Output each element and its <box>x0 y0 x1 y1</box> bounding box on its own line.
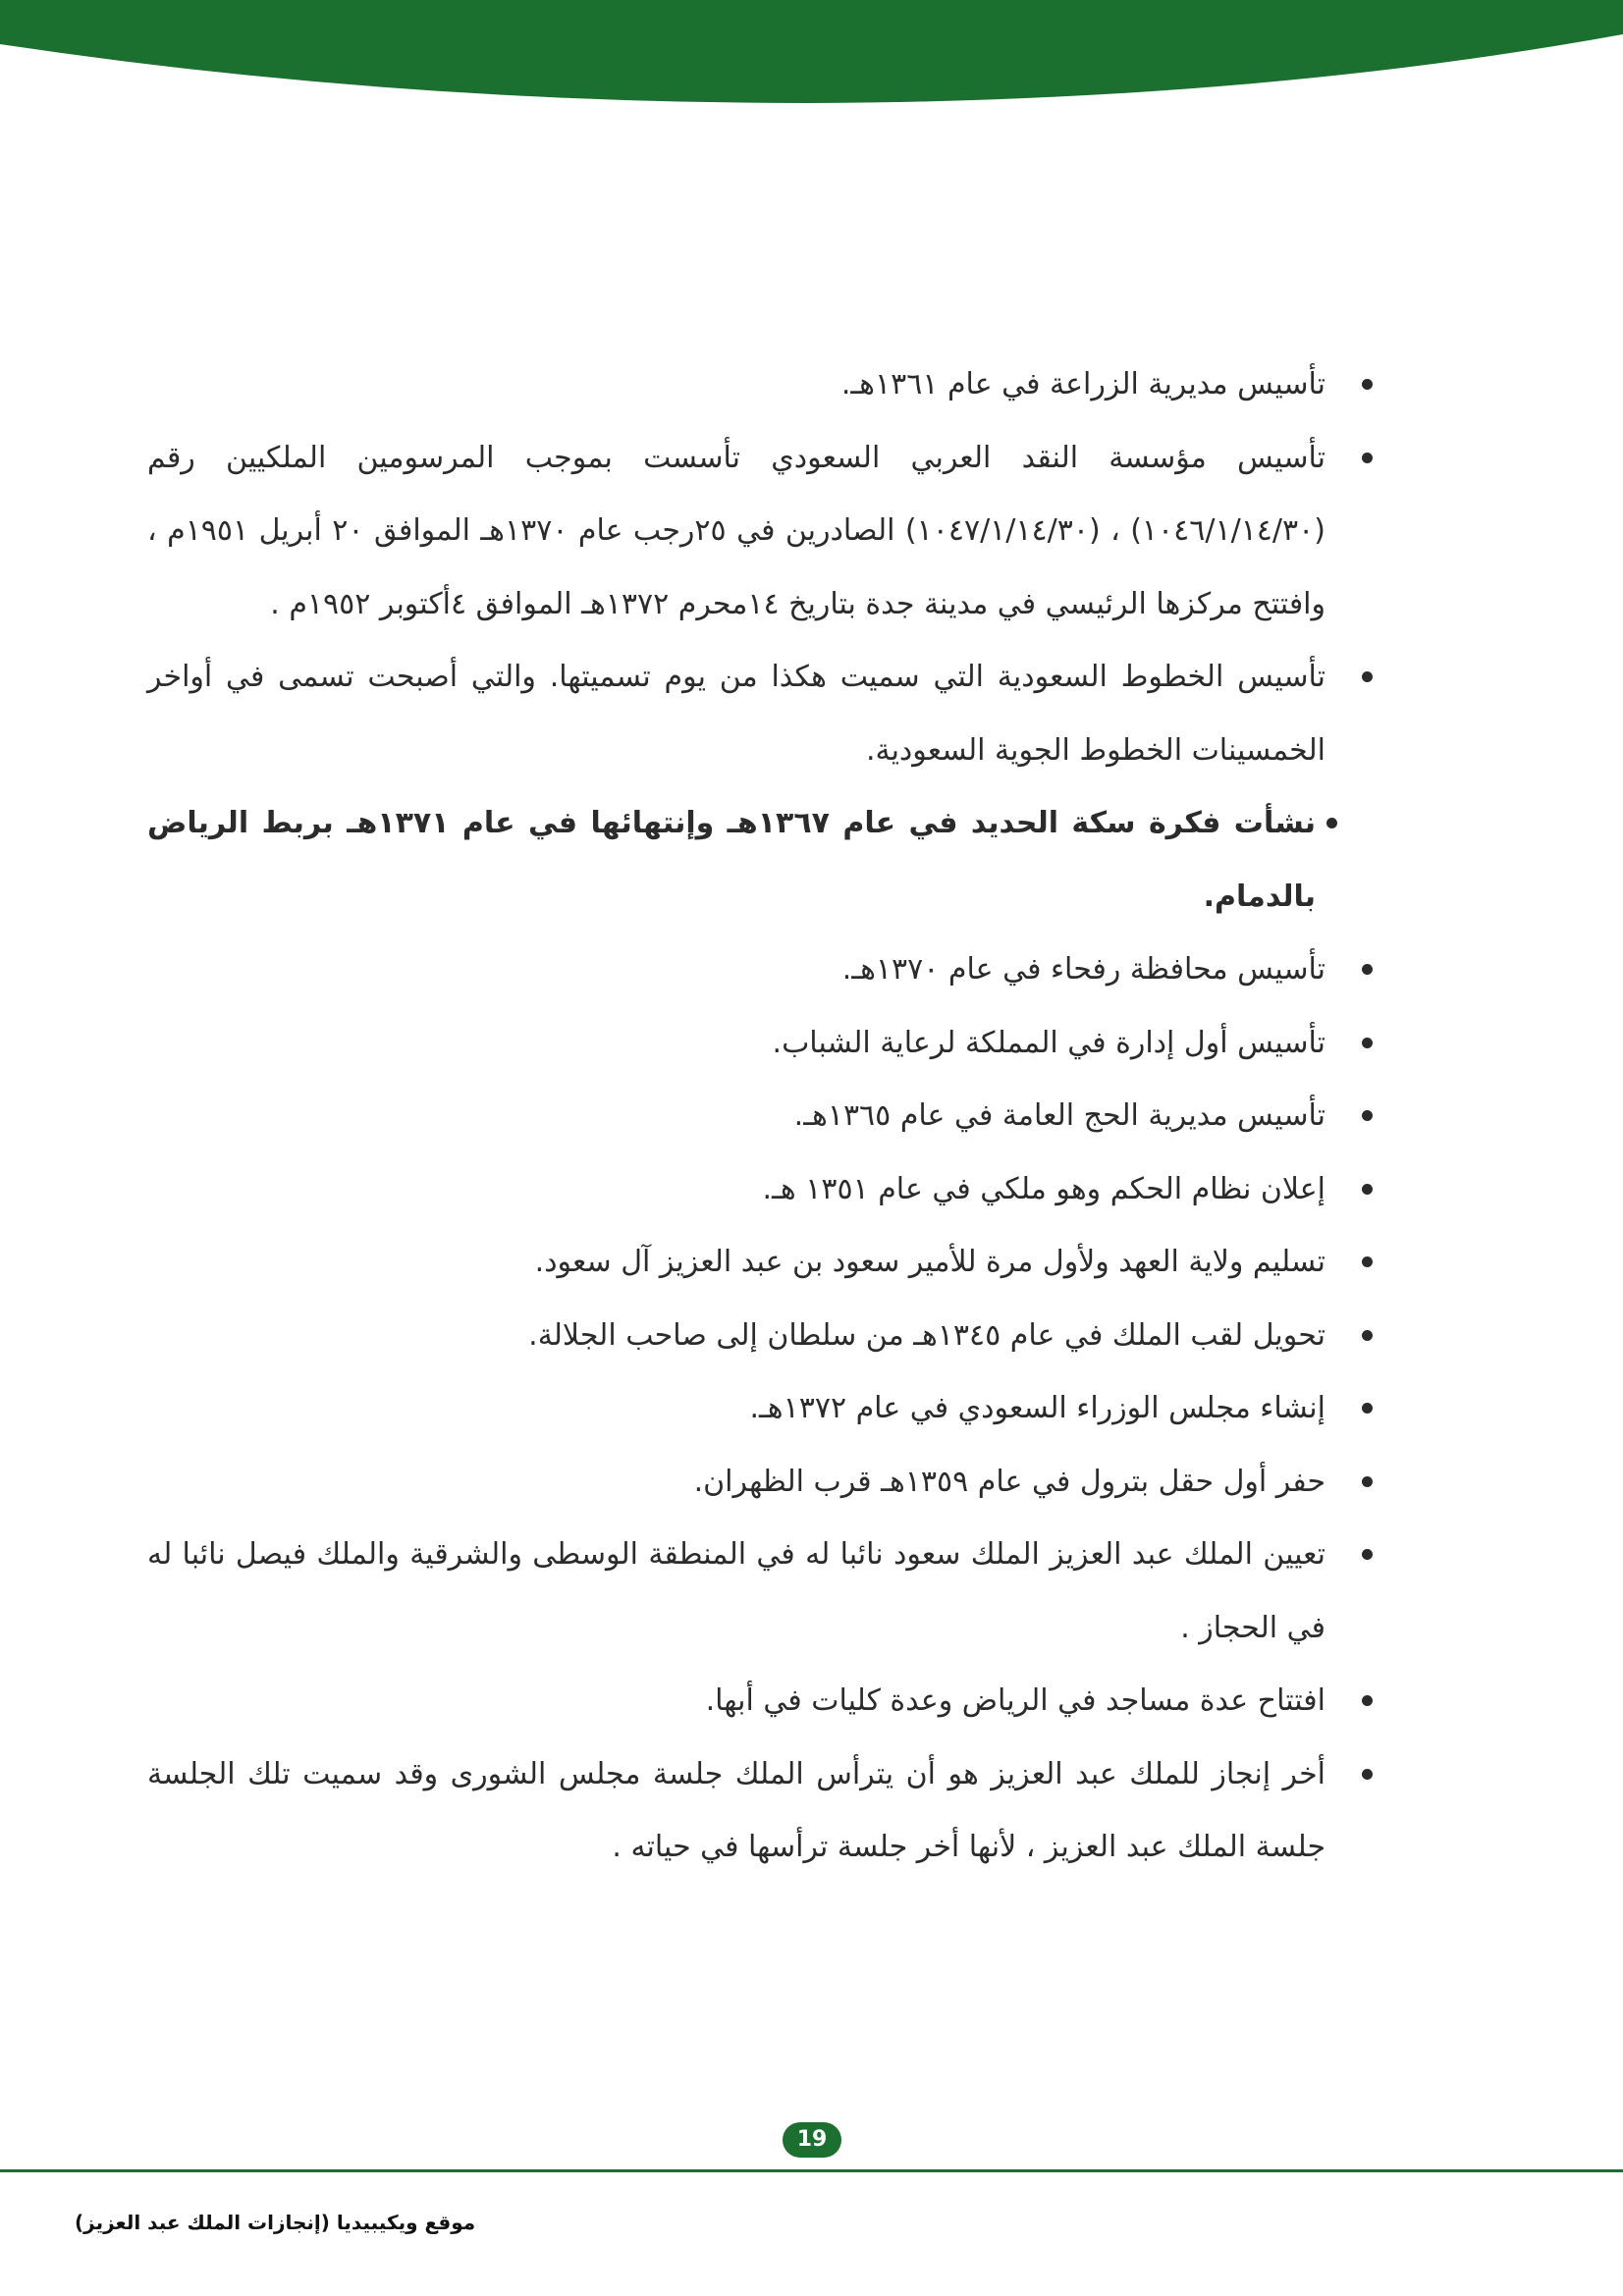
page-number-badge: 19 <box>783 2122 841 2158</box>
list-item: تأسيس محافظة رفحاء في عام ١٣٧٠هـ. <box>147 934 1375 1007</box>
list-item: افتتاح عدة مساجد في الرياض وعدة كليات في أبها. <box>147 1665 1375 1738</box>
list-item: تسليم ولاية العهد ولأول مرة للأمير سعود بن عبد العزيز آل سعود. <box>147 1226 1375 1300</box>
list-item: تأسيس مديرية الزراعة في عام ١٣٦١هـ. <box>147 348 1375 422</box>
list-item: نشأت فكرة سكة الحديد في عام ١٣٦٧هـ وإنتهائها في عام ١٣٧١هـ بربط الرياض بالدمام. <box>147 787 1355 934</box>
list-item: إنشاء مجلس الوزراء السعودي في عام ١٣٧٢هـ. <box>147 1372 1375 1446</box>
list-item: أخر إنجاز للملك عبد العزيز هو أن يترأس الملك جلسة مجلس الشورى وقد سميت تلك الجلسة جلسة الملك عبد العزيز ، لأنها أخر جلسة ترأسها في حياته . <box>147 1738 1375 1885</box>
list-item: تعيين الملك عبد العزيز الملك سعود نائبا له في المنطقة الوسطى والشرقية والملك فيصل نائبا له في الحجاز . <box>147 1519 1375 1665</box>
list-item: حفر أول حقل بترول في عام ١٣٥٩هـ قرب الظهران. <box>147 1446 1375 1520</box>
list-item: تأسيس أول إدارة في المملكة لرعاية الشباب. <box>147 1007 1375 1081</box>
list-item: تأسيس مديرية الحج العامة في عام ١٣٦٥هـ. <box>147 1080 1375 1153</box>
footer-divider <box>0 2169 1623 2172</box>
footer-source: موقع ويكيبيديا (إنجازات الملك عبد العزيز) <box>75 2211 476 2234</box>
list-item: تأسيس الخطوط السعودية التي سميت هكذا من يوم تسميتها. والتي أصبحت تسمى في أواخر الخمسينات الخطوط الجوية السعودية. <box>147 641 1375 787</box>
achievements-list <box>147 348 1375 1885</box>
list-item: تأسيس مؤسسة النقد العربي السعودي تأسست بموجب المرسومين الملكيين رقم (١٠٤٦/١/١٤/٣٠) ، (١٠٤٧/١/١٤/٣٠) الصادرين في ٢٥رجب عام ١٣٧٠هـ الموافق ٢٠ أبريل ١٩٥١م ، وافتتح مركزها الرئيسي في مدينة جدة بتاريخ ١٤محرم ١٣٧٢هـ الموافق ٤أكتوبر ١٩٥٢م . <box>147 422 1375 642</box>
top-banner <box>0 0 1623 108</box>
list-item: إعلان نظام الحكم وهو ملكي في عام ١٣٥١ هـ. <box>147 1153 1375 1227</box>
list-item: تحويل لقب الملك في عام ١٣٤٥هـ من سلطان إلى صاحب الجلالة. <box>147 1300 1375 1373</box>
